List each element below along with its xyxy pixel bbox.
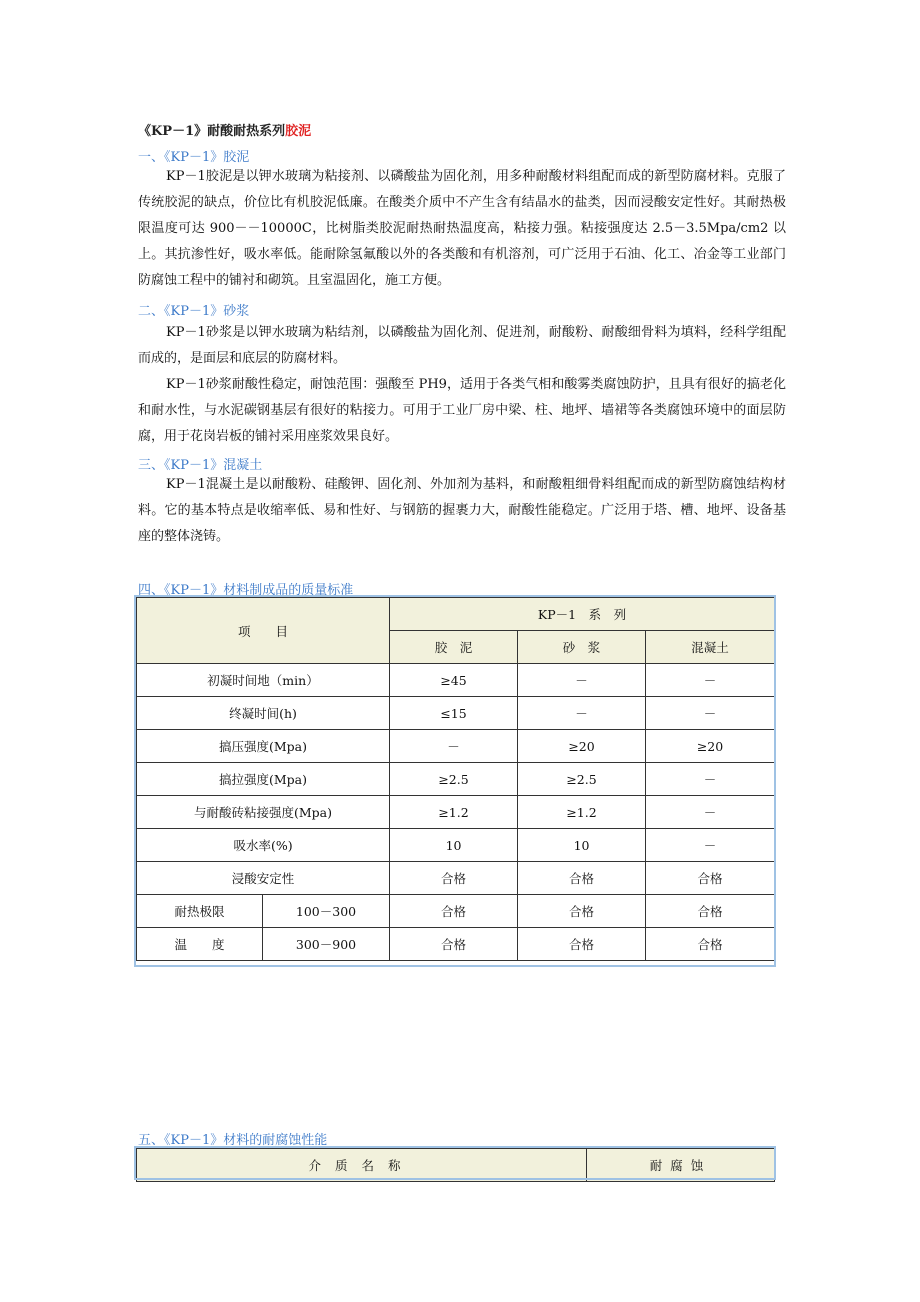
table-cell: 合格 [390, 928, 518, 961]
section-4-heading: 四、《KP－1》材料制成品的质量标准 [138, 583, 354, 598]
table-row [137, 664, 775, 697]
table-cell: － [518, 664, 646, 697]
series-header: KP－1 系 列 [390, 598, 775, 631]
title-highlight: 胶泥 [285, 124, 312, 139]
table-row [137, 697, 775, 730]
table-cell: － [518, 697, 646, 730]
table-row [137, 928, 775, 961]
section-2-paragraph-2: KP－1砂浆耐酸性稳定，耐蚀范围：强酸至 PH9，适用于各类气相和酸雾类腐蚀防护，且具有很好的搞老化和耐水性，与水泥碳钢基层有很好的粘接力。可用于工业厂房中梁、柱、地坪、墙裙等各类腐蚀环境中的面层防腐，用于花岗岩板的铺衬采用座浆效果良好。 [138, 377, 786, 444]
table-row [137, 763, 775, 796]
table-cell: 合格 [646, 895, 775, 928]
corrosion-resistance-table [136, 1148, 775, 1182]
table-cell: － [390, 730, 518, 763]
table-cell: － [646, 763, 775, 796]
table-cell: 合格 [390, 862, 518, 895]
column-header-shajiang: 砂 浆 [518, 631, 646, 664]
table-cell: 10 [390, 829, 518, 862]
row-label: 搞拉强度(Mpa) [137, 763, 390, 796]
range-cell: 300－900 [263, 928, 390, 961]
table-cell: ≥1.2 [518, 796, 646, 829]
table-cell: 合格 [390, 895, 518, 928]
section-5-heading: 五、《KP－1》材料的耐腐蚀性能 [138, 1133, 328, 1148]
row-label: 与耐酸砖粘接强度(Mpa) [137, 796, 390, 829]
table-cell: 合格 [518, 895, 646, 928]
table-cell: － [646, 829, 775, 862]
range-cell: 100－300 [263, 895, 390, 928]
corrosion-resistance-header: 耐腐蚀 [587, 1149, 775, 1182]
table-row [137, 829, 775, 862]
table-cell: － [646, 796, 775, 829]
table-cell: － [646, 664, 775, 697]
table-cell: 10 [518, 829, 646, 862]
row-label: 耐热极限 [137, 895, 263, 928]
table-cell: 合格 [518, 928, 646, 961]
table-cell: ≥2.5 [390, 763, 518, 796]
table-row [137, 895, 775, 928]
table-cell: ≥45 [390, 664, 518, 697]
column-header-jiaoni: 胶 泥 [390, 631, 518, 664]
row-label: 浸酸安定性 [137, 862, 390, 895]
table-cell: ≤15 [390, 697, 518, 730]
table-cell: 合格 [646, 862, 775, 895]
table-row [137, 730, 775, 763]
row-label: 终凝时间(h) [137, 697, 390, 730]
section-3-heading: 三、《KP－1》混凝土 [138, 458, 263, 473]
medium-name-header: 介质名称 [137, 1149, 587, 1182]
row-label: 初凝时间地（min） [137, 664, 390, 697]
table-row [137, 796, 775, 829]
table-cell: ≥20 [646, 730, 775, 763]
section-1-paragraph: KP－1胶泥是以钾水玻璃为粘接剂、以磷酸盐为固化剂，用多种耐酸材料组配而成的新型防腐材料。克服了传统胶泥的缺点，价位比有机胶泥低廉。在酸类介质中不产生含有结晶水的盐类，因而浸酸安定性好。其耐热极限温度可达 900－－10000C，比树脂类胶泥耐热耐热温度高，粘接力强。粘接强度达 2.5－3.5Mpa/cm2 以上。其抗渗性好，吸水率低。能耐除氢氟酸以外的各类酸和有机溶剂，可广泛用于石油、化工、冶金等工业部门防腐蚀工程中的铺衬和砌筑。且室温固化，施工方便。 [138, 169, 786, 288]
document-title [138, 120, 311, 139]
row-label: 温 度 [137, 928, 263, 961]
section-2-paragraph-1: KP－1砂浆是以钾水玻璃为粘结剂，以磷酸盐为固化剂、促进剂，耐酸粉、耐酸细骨料为填料，经科学组配而成的，是面层和底层的防腐材料。 [138, 325, 786, 366]
table-cell: ≥2.5 [518, 763, 646, 796]
section-3-paragraph: KP－1混凝土是以耐酸粉、硅酸钾、固化剂、外加剂为基料，和耐酸粗细骨料组配而成的新型防腐蚀结构材料。它的基本特点是收缩率低、易和性好、与钢筋的握裹力大，耐酸性能稳定。广泛用于塔、槽、地坪、设备基座的整体浇铸。 [138, 477, 786, 544]
section-1-heading: 一、《KP－1》胶泥 [138, 150, 250, 165]
table-row [137, 862, 775, 895]
table-cell: 合格 [646, 928, 775, 961]
item-header: 项 目 [137, 598, 390, 664]
table-cell: 合格 [518, 862, 646, 895]
row-label: 吸水率(%) [137, 829, 390, 862]
section-2-heading: 二、《KP－1》砂浆 [138, 304, 250, 319]
column-header-hunningtu: 混凝土 [646, 631, 775, 664]
table-cell: ≥20 [518, 730, 646, 763]
row-label: 搞压强度(Mpa) [137, 730, 390, 763]
table-cell: － [646, 697, 775, 730]
quality-standard-table [136, 597, 775, 961]
title-prefix: 《KP－1》耐酸耐热系列 [138, 124, 286, 139]
table-cell: ≥1.2 [390, 796, 518, 829]
